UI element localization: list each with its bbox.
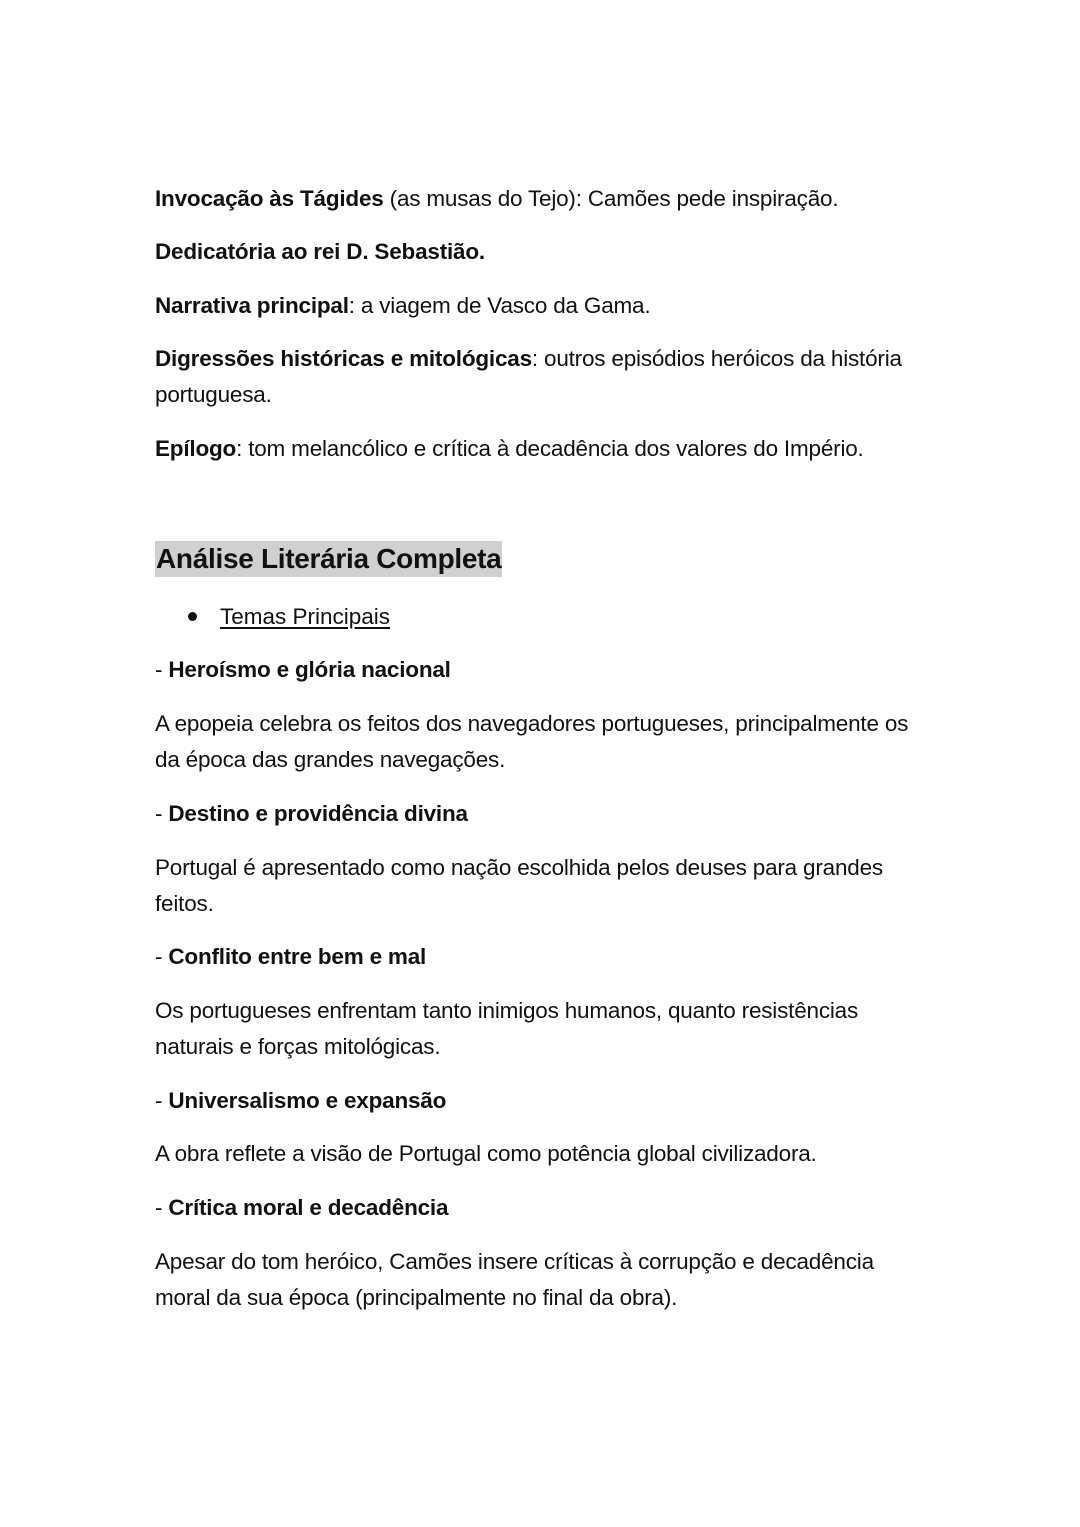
item-label: Narrativa principal	[155, 293, 349, 318]
section-heading: Análise Literária Completa	[155, 541, 502, 577]
theme-text: Portugal é apresentado como nação escolhida pelos deuses para grandes feitos.	[155, 855, 883, 916]
theme-title: - Crítica moral e decadência	[155, 1195, 449, 1220]
structure-item	[155, 288, 935, 324]
theme-text: A obra reflete a visão de Portugal como potência global civilizadora.	[155, 1141, 817, 1166]
structure-item	[155, 341, 935, 413]
item-label: Digressões históricas e mitológicas	[155, 346, 532, 371]
theme-title: - Universalismo e expansão	[155, 1088, 447, 1113]
item-label: Epílogo	[155, 436, 237, 461]
theme-title: - Destino e providência divina	[155, 801, 468, 826]
structure-item	[155, 181, 935, 217]
item-text: : outros episódios heróicos da história portuguesa.	[155, 346, 902, 407]
theme-text: A epopeia celebra os feitos dos navegadores portugueses, principalmente os da época das grandes navegações.	[155, 711, 909, 772]
item-text: (as musas do Tejo): Camões pede inspiração.	[383, 186, 839, 211]
bullet-item-temas	[188, 599, 390, 635]
structure-item	[155, 234, 935, 270]
item-text: : tom melancólico e crítica à decadência dos valores do Império.	[236, 436, 864, 461]
bullet-icon	[188, 612, 197, 621]
theme-text: Os portugueses enfrentam tanto inimigos humanos, quanto resistências naturais e forças mitológicas.	[155, 998, 859, 1059]
item-text: : a viagem de Vasco da Gama.	[348, 293, 651, 318]
theme-title: - Heroísmo e glória nacional	[155, 657, 451, 682]
structure-item	[155, 431, 935, 467]
bullet-label: Temas Principais	[220, 604, 391, 629]
theme-title: - Conflito entre bem e mal	[155, 944, 427, 969]
theme-text: Apesar do tom heróico, Camões insere críticas à corrupção e decadência moral da sua época (principalmente no final da obra).	[155, 1249, 874, 1310]
item-label: Dedicatória ao rei D. Sebastião.	[155, 239, 485, 264]
item-label: Invocação às Tágides	[155, 186, 384, 211]
